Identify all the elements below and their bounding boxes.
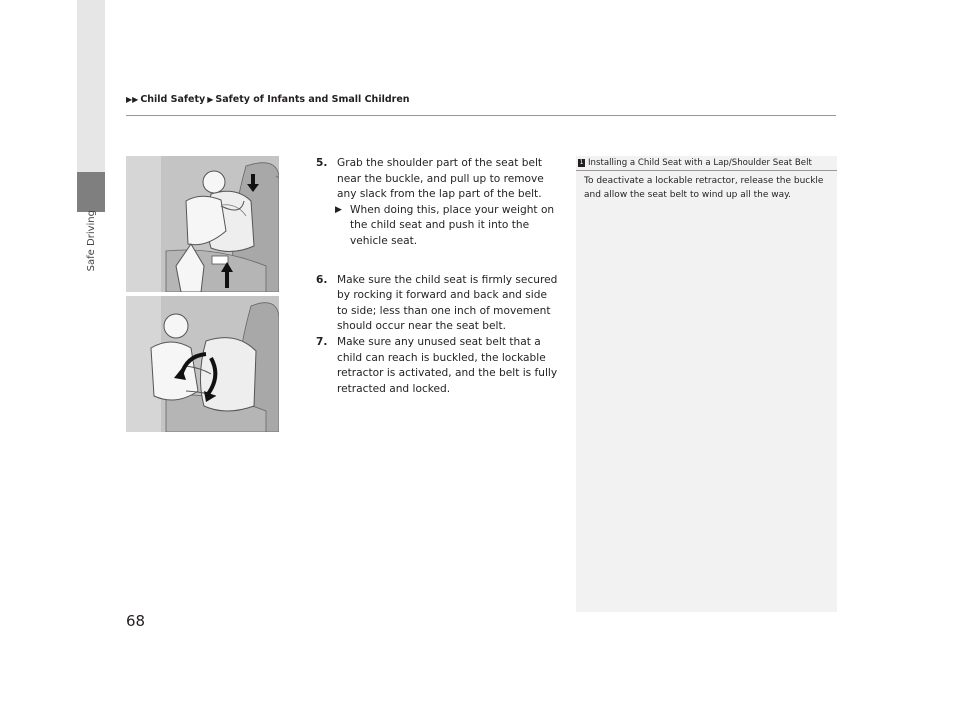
step-text: Make sure any unused seat belt that a child can reach is buckled, the lockable retractor is activated, and the belt is fully retracted and locked. bbox=[337, 335, 558, 395]
step-number: 6. bbox=[316, 273, 328, 286]
step-item bbox=[314, 156, 560, 203]
note-body: To deactivate a lockable retractor, release the buckle and allow the seat belt to wind up all the way. bbox=[584, 176, 824, 200]
step-item bbox=[314, 335, 560, 397]
note-rule bbox=[576, 170, 837, 171]
step-subnote bbox=[335, 203, 560, 250]
breadcrumb bbox=[126, 94, 410, 105]
breadcrumb-item[interactable]: Child Safety bbox=[140, 94, 206, 105]
illustration-tighten-belt bbox=[126, 156, 279, 292]
illustration-rock-seat bbox=[126, 296, 279, 432]
step-subnote-text: When doing this, place your weight on the child seat and push it into the vehicle seat. bbox=[350, 203, 555, 247]
note-title-text: Installing a Child Seat with a Lap/Shoulder Seat Belt bbox=[588, 158, 812, 168]
breadcrumb-arrow-icon: ▶▶ bbox=[126, 95, 139, 104]
step-number: 7. bbox=[316, 335, 328, 348]
step-text: Make sure the child seat is firmly secured by rocking it forward and back and side to side; less than one inch of movement should occur near the seat belt. bbox=[337, 273, 558, 333]
side-bar bbox=[77, 0, 105, 172]
section-label: Safe Driving bbox=[86, 210, 97, 272]
breadcrumb-item[interactable]: Safety of Infants and Small Children bbox=[215, 94, 410, 105]
note-title bbox=[578, 158, 812, 168]
note-panel bbox=[576, 156, 837, 612]
page-number: 68 bbox=[126, 612, 146, 630]
illustration-rock-seat-svg bbox=[126, 296, 279, 432]
step-list bbox=[314, 156, 560, 397]
step-text: Grab the shoulder part of the seat belt near the buckle, and pull up to remove any slack from the lap part of the belt. bbox=[337, 157, 544, 201]
step-number: 5. bbox=[316, 157, 328, 169]
step-item bbox=[314, 273, 560, 335]
breadcrumb-arrow-icon: ▶ bbox=[207, 95, 214, 104]
note-badge: 1 bbox=[579, 159, 584, 166]
subnote-arrow-icon: ▶ bbox=[335, 204, 342, 215]
section-tab bbox=[77, 172, 105, 212]
illustration-tighten-belt-svg bbox=[126, 156, 279, 292]
header-rule bbox=[126, 115, 836, 116]
